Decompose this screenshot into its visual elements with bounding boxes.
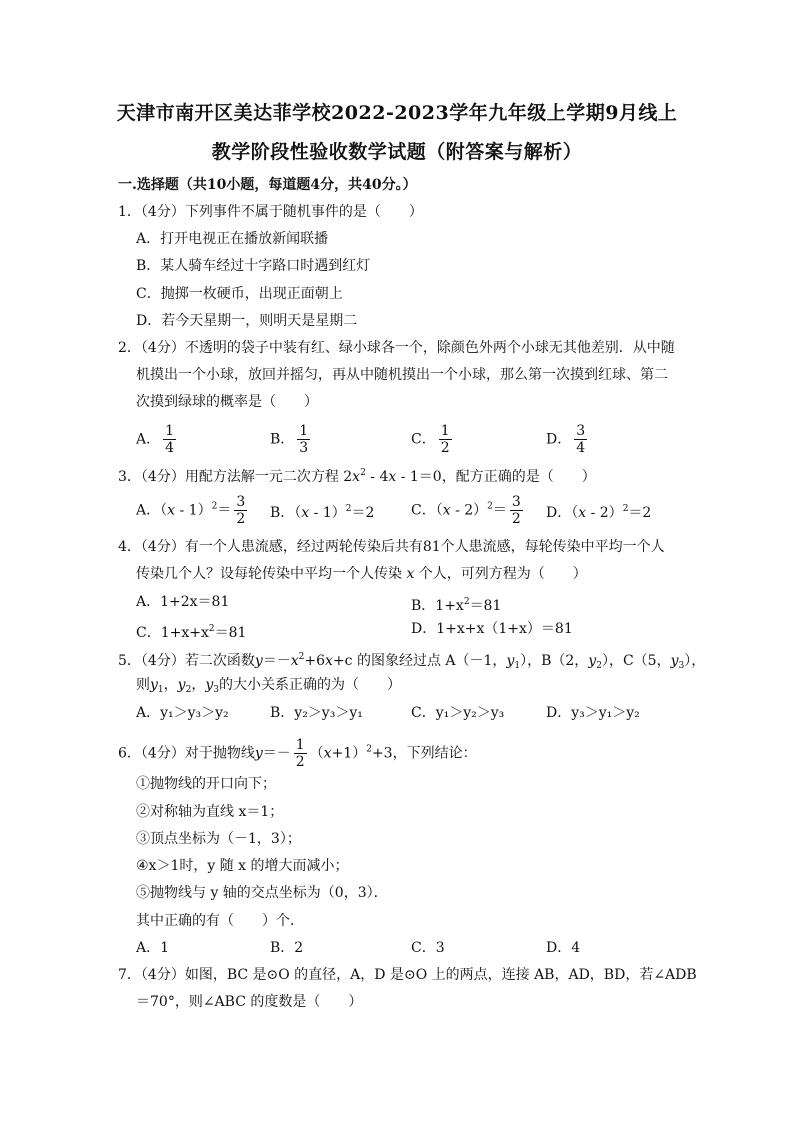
q1-option-c: C．抛掷一枚硬币，出现正面朝上 bbox=[136, 286, 343, 302]
q5-s1g: ）， bbox=[684, 653, 706, 669]
q3-a-pre: A．（ bbox=[136, 502, 168, 519]
q7-stem-line-2: ＝70°，则∠ABC 的度数是（ ） bbox=[136, 994, 363, 1010]
q3-a-mid: - 1） bbox=[175, 502, 212, 519]
q3-c-eq: ＝ bbox=[492, 502, 507, 519]
q3-b-rest: ＝2 bbox=[351, 505, 375, 521]
q6-option-b: B．2 bbox=[270, 940, 304, 956]
q5-s1d: +c 的图象经过点 A（－1， bbox=[332, 653, 507, 669]
q5-stem-line-2 bbox=[136, 676, 401, 699]
q6-sa: 6．（4分）对于抛物线 bbox=[118, 745, 255, 762]
q2-c-den: 2 bbox=[440, 440, 450, 456]
q5-exp: 2 bbox=[298, 652, 305, 662]
q5-y2-sub: 2 bbox=[596, 661, 602, 671]
q5-l2-y1: y bbox=[150, 677, 158, 693]
q4-stem-line-2 bbox=[136, 565, 587, 583]
q5-option-b: B．y₂＞y₃＞y₁ bbox=[270, 705, 363, 721]
q1-option-a: A．打开电视正在播放新闻联播 bbox=[136, 231, 329, 247]
q4-stem-line-1: 4．（4分）有一个人患流感，经过两轮传染后共有81个人患流感，每轮传染中平均一个人 bbox=[118, 539, 665, 555]
q7-stem-line-1: 7．（4分）如图，BC 是⊙O 的直径，A，D 是⊙O 上的两点，连接 AB，AD，BD，若∠ADB bbox=[118, 967, 697, 983]
q2-stem-line-1: 2．（4分）不透明的袋子中装有红、绿小球各一个，除颜色外两个小球无其他差别．从中随 bbox=[118, 340, 675, 356]
q3-c-num: 3 bbox=[511, 494, 521, 510]
q6-item-3: ③顶点坐标为（－1，3）； bbox=[136, 831, 301, 847]
q5-y1-sub: 1 bbox=[514, 661, 521, 671]
q6-fraction bbox=[294, 737, 307, 770]
q3-stem-b: - 4 bbox=[365, 469, 389, 485]
q3-var-x2: x bbox=[388, 469, 397, 485]
q4-stem-2b: 个人，可列方程为（ ） bbox=[414, 566, 587, 582]
q2-b-label: B． bbox=[270, 431, 295, 448]
q5-s1e: ），B（2， bbox=[520, 653, 589, 669]
q3-b-sup: 2 bbox=[345, 504, 352, 514]
q5-s2b-2: ， bbox=[191, 677, 206, 693]
q3-a-eq: ＝ bbox=[217, 502, 232, 519]
q6-var-y: y bbox=[254, 745, 263, 762]
q4-b-a: B．1+x bbox=[411, 598, 464, 614]
q5-l2-y3-sub: 3 bbox=[213, 685, 219, 695]
q5-s2a: 则 bbox=[136, 677, 150, 693]
q3-c-var: x bbox=[442, 502, 451, 519]
page-title-line-2: 教学阶段性验收数学试题（附答案与解析） bbox=[211, 141, 583, 163]
q3-a-num: 3 bbox=[236, 494, 246, 510]
q6-sc: （ bbox=[309, 745, 324, 762]
q3-d-mid: - 2） bbox=[586, 505, 623, 521]
q5-y2: y bbox=[588, 653, 597, 669]
q2-d-label: D． bbox=[546, 431, 572, 448]
q3-b-var: x bbox=[301, 505, 310, 521]
q5-y1: y bbox=[506, 653, 515, 669]
q6-num: 1 bbox=[295, 737, 305, 753]
q3-d-rest: ＝2 bbox=[628, 505, 652, 521]
q4-stem-2a: 传染几个人？设每轮传染中平均一个人传染 bbox=[136, 566, 407, 582]
q6-item-2: ②对称轴为直线 x＝1； bbox=[136, 804, 284, 820]
q3-c-pre: C．（ bbox=[411, 502, 443, 519]
q3-option-a bbox=[136, 494, 250, 527]
q4-b-b: ＝81 bbox=[469, 598, 502, 614]
q4-option-a: A．1+2x＝81 bbox=[136, 594, 230, 610]
q2-c-num: 1 bbox=[440, 423, 450, 439]
q5-var-x: x bbox=[290, 653, 299, 669]
q5-var-x2: x bbox=[325, 653, 333, 669]
q5-y3: y bbox=[670, 653, 679, 669]
q5-s1f: ），C（5， bbox=[601, 653, 671, 669]
q3-d-sup: 2 bbox=[622, 504, 629, 514]
q3-exp: 2 bbox=[360, 468, 366, 478]
q6-item-1: ①抛物线的开口向下； bbox=[136, 776, 276, 792]
q3-c-mid: - 2） bbox=[450, 502, 488, 519]
q3-a-fraction bbox=[234, 494, 247, 527]
q5-var-y: y bbox=[254, 653, 263, 669]
q6-se: +3，下列结论： bbox=[371, 745, 477, 762]
q6-stem bbox=[118, 737, 477, 770]
q2-c-fraction bbox=[439, 423, 452, 456]
q5-l2-y2-sub: 2 bbox=[185, 685, 192, 695]
q3-b-mid: - 1） bbox=[309, 505, 346, 521]
q3-c-den: 2 bbox=[511, 511, 521, 527]
q2-option-d bbox=[546, 423, 590, 456]
q3-c-sup: 2 bbox=[487, 501, 493, 512]
q4-c-b: ＝81 bbox=[214, 625, 247, 641]
q3-stem-a: 3．（4分）用配方法解一元二次方程 2 bbox=[118, 469, 353, 485]
q6-option-a: A．1 bbox=[136, 940, 170, 956]
q6-sup: 2 bbox=[366, 744, 372, 755]
q3-b-pre: B．（ bbox=[270, 505, 302, 521]
q6-option-d: D．4 bbox=[546, 940, 581, 956]
q1-option-d: D．若今天星期一，则明天是星期二 bbox=[136, 313, 358, 329]
q3-a-var: x bbox=[167, 502, 176, 519]
q5-y3-sub: 3 bbox=[678, 661, 685, 671]
q2-a-den: 4 bbox=[165, 440, 175, 456]
q3-d-pre: D．（ bbox=[546, 505, 579, 521]
q2-stem-line-3: 次摸到绿球的概率是（ ） bbox=[136, 394, 318, 410]
q2-a-num: 1 bbox=[165, 423, 175, 439]
q3-a-den: 2 bbox=[236, 511, 246, 527]
q2-d-fraction bbox=[574, 423, 587, 456]
page-title-line-1: 天津市南开区美达菲学校2022-2023学年九年级上学期9月线上 bbox=[116, 102, 678, 124]
q5-s1b: ＝－ bbox=[262, 653, 291, 669]
q4-option-b bbox=[411, 593, 501, 615]
q2-option-b bbox=[270, 423, 313, 456]
q4-c-sup: 2 bbox=[208, 624, 215, 634]
q3-stem bbox=[118, 464, 596, 486]
q3-c-fraction bbox=[510, 494, 523, 527]
q2-option-a bbox=[136, 423, 179, 456]
q2-b-den: 3 bbox=[299, 440, 309, 456]
q5-option-d: D．y₃＞y₁＞y₂ bbox=[546, 705, 640, 721]
q4-var-x: x bbox=[406, 566, 415, 582]
q3-option-c bbox=[411, 494, 526, 527]
q3-a-sup: 2 bbox=[211, 501, 218, 512]
q6-den: 2 bbox=[295, 754, 305, 770]
q1-stem: 1．（4分）下列事件不属于随机事件的是（ ） bbox=[118, 204, 423, 220]
q3-option-b bbox=[270, 500, 374, 522]
q5-s1a: 5．（4分）若二次函数 bbox=[118, 653, 255, 669]
q2-a-fraction bbox=[163, 423, 176, 456]
q5-l2-y1-sub: 1 bbox=[157, 685, 164, 695]
q2-option-c bbox=[411, 423, 455, 456]
q3-option-d bbox=[546, 500, 651, 522]
q4-option-c bbox=[136, 620, 246, 642]
q3-var-x: x bbox=[352, 469, 361, 485]
q5-s2b: ， bbox=[163, 677, 178, 693]
q2-d-num: 3 bbox=[576, 423, 586, 439]
q2-stem-line-2: 机摸出一个小球，放回并摇匀，再从中随机摸出一个小球，那么第一次摸到红球、第二 bbox=[136, 367, 668, 383]
q5-option-c: C．y₁＞y₂＞y₃ bbox=[411, 705, 505, 721]
q6-sb: ＝－ bbox=[262, 745, 291, 762]
q6-option-c: C．3 bbox=[411, 940, 445, 956]
q3-stem-c: - 1＝0，配方正确的是（ ） bbox=[396, 469, 596, 485]
q2-c-label: C． bbox=[411, 431, 436, 448]
q2-a-label: A． bbox=[136, 431, 161, 448]
q1-option-b: B．某人骑车经过十字路口时遇到红灯 bbox=[136, 258, 371, 274]
q6-ask: 其中正确的有（ ）个． bbox=[136, 913, 304, 929]
q5-l2-y3: y bbox=[205, 677, 214, 693]
section-heading: 一.选择题（共10小题，每道题4分，共40分。） bbox=[118, 177, 417, 193]
q2-b-num: 1 bbox=[299, 423, 309, 439]
q4-b-sup: 2 bbox=[463, 597, 470, 607]
q6-var-x: x bbox=[323, 745, 332, 762]
q5-option-a: A．y₁＞y₃＞y₂ bbox=[136, 705, 229, 721]
q6-item-5: ⑤抛物线与 y 轴的交点坐标为（0，3）． bbox=[136, 885, 388, 901]
q6-item-4: ④x＞1时，y 随 x 的增大而减小； bbox=[136, 858, 349, 874]
q5-s1c: +6 bbox=[304, 653, 326, 669]
q6-sd: +1） bbox=[331, 745, 367, 762]
q2-b-fraction bbox=[297, 423, 310, 456]
q2-d-den: 4 bbox=[576, 440, 586, 456]
q4-option-d: D．1+x+x（1+x）＝81 bbox=[411, 621, 573, 637]
q4-c-a: C．1+x+x bbox=[136, 625, 209, 641]
q5-l2-y2: y bbox=[177, 677, 186, 693]
q3-d-var: x bbox=[578, 505, 587, 521]
q5-stem-line-1 bbox=[118, 648, 705, 675]
q5-s2c: 的大小关系正确的为（ ） bbox=[218, 677, 401, 693]
